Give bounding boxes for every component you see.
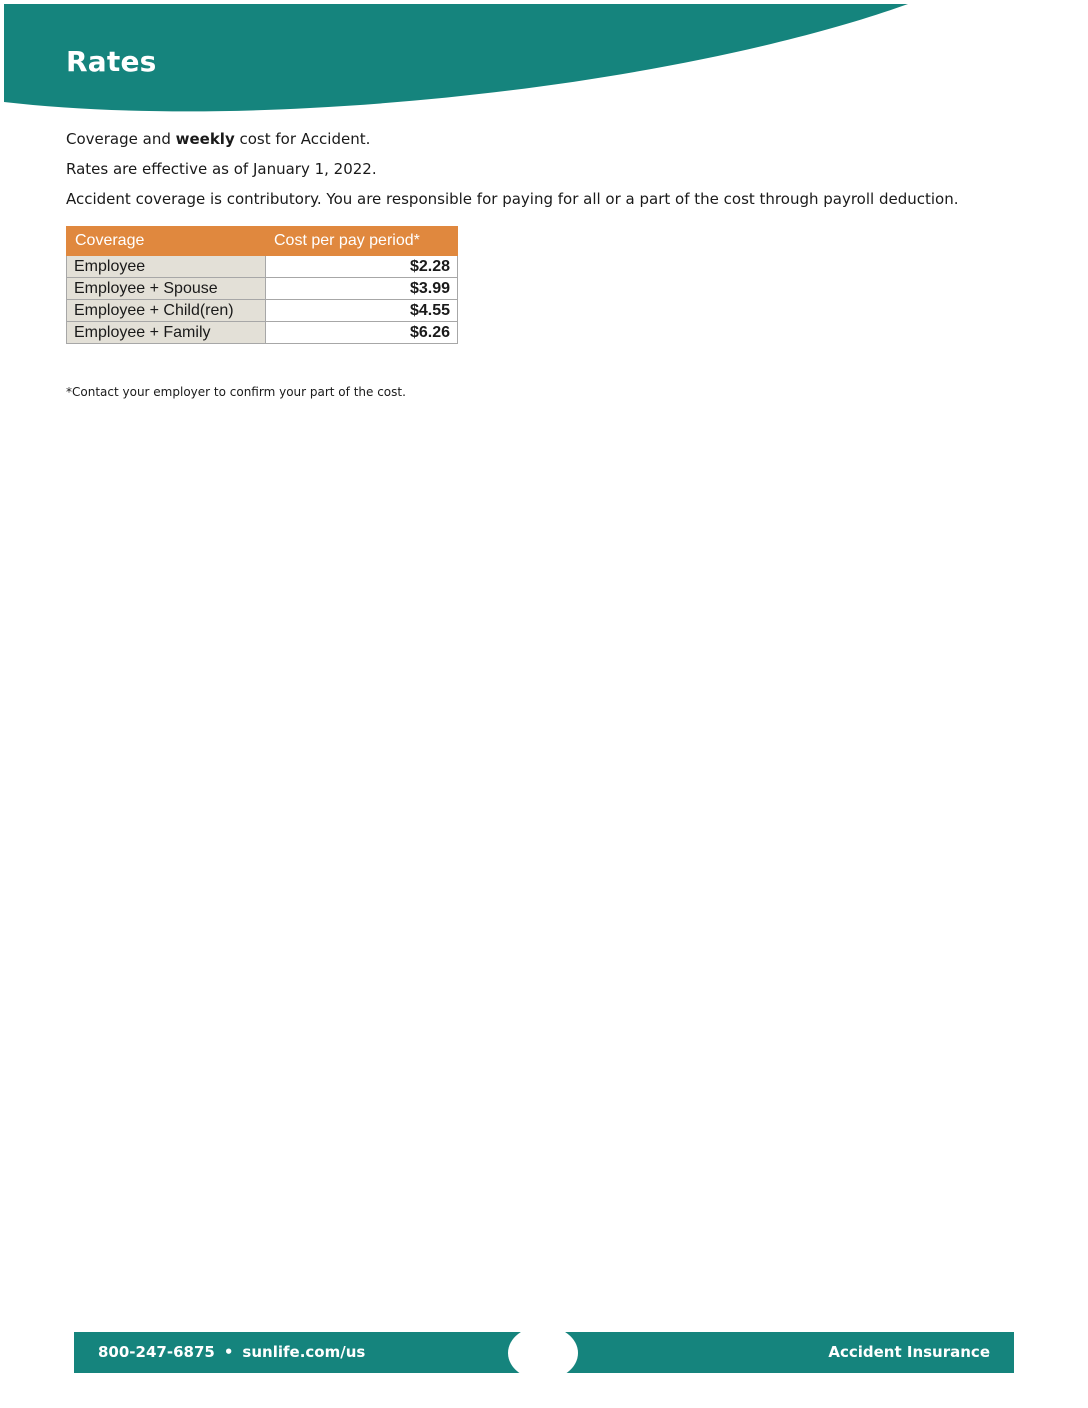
coverage-cell: Employee + Spouse — [67, 278, 266, 300]
intro-effective-date-line: Rates are effective as of January 1, 2022. — [66, 160, 377, 178]
footer-website: sunlife.com/us — [242, 1343, 366, 1361]
intro-coverage-line: Coverage and weekly cost for Accident. — [66, 130, 371, 148]
coverage-cell: Employee + Child(ren) — [67, 300, 266, 322]
footer-logo-cutout — [508, 1326, 578, 1380]
cost-cell: $6.26 — [266, 322, 458, 344]
page-title: Rates — [66, 45, 157, 78]
coverage-cell: Employee — [67, 256, 266, 278]
rates-table — [66, 226, 458, 344]
table-row — [67, 256, 458, 278]
cost-cell: $4.55 — [266, 300, 458, 322]
footer-phone: 800-247-6875 — [98, 1343, 215, 1361]
footnote: *Contact your employer to confirm your part of the cost. — [66, 385, 406, 399]
header-banner — [0, 0, 1088, 120]
footer-contact — [98, 1343, 365, 1361]
cost-cell: $3.99 — [266, 278, 458, 300]
cost-column-header: Cost per pay period* — [266, 227, 458, 256]
cost-cell: $2.28 — [266, 256, 458, 278]
rates-table-header-row — [67, 227, 458, 256]
intro-weekly-emphasis: weekly — [175, 130, 235, 148]
table-row — [67, 322, 458, 344]
intro-contributory-line: Accident coverage is contributory. You are responsible for paying for all or a part of the cost through payroll deduction. — [66, 190, 959, 208]
table-row — [67, 278, 458, 300]
coverage-column-header: Coverage — [67, 227, 266, 256]
footer-separator: • — [223, 1343, 234, 1361]
table-row — [67, 300, 458, 322]
coverage-cell: Employee + Family — [67, 322, 266, 344]
footer-product-name: Accident Insurance — [828, 1343, 990, 1361]
intro-text — [66, 130, 1006, 220]
